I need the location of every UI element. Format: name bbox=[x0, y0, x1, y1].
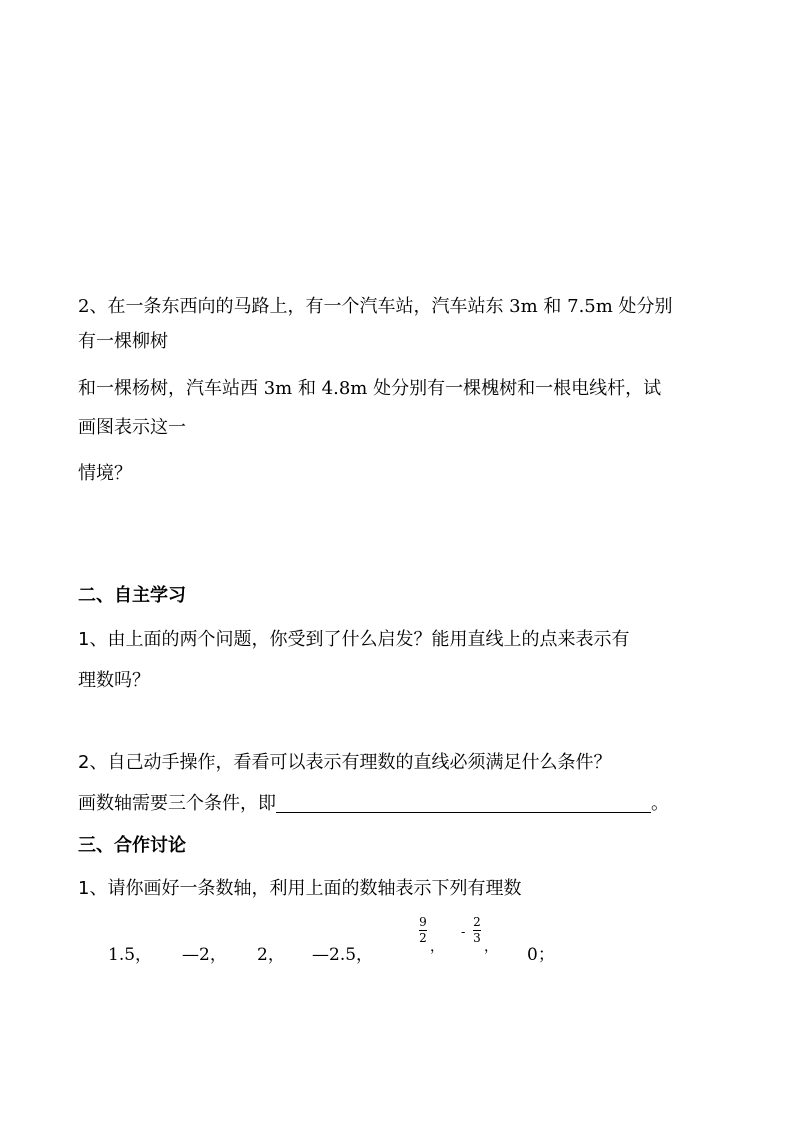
answer-blank[interactable] bbox=[276, 794, 651, 813]
fraction-nine-halves bbox=[419, 916, 427, 945]
fraction-denominator: 2 bbox=[419, 931, 427, 945]
number-item: 0； bbox=[527, 945, 555, 965]
number-item: 2， bbox=[257, 945, 285, 965]
fraction-separator: ， bbox=[484, 939, 498, 955]
question-2-end: 。 bbox=[651, 793, 669, 814]
problem-2-line-2: 有一棵柳树 bbox=[78, 331, 168, 352]
section-3-question-1: 1、请你画好一条数轴，利用上面的数轴表示下列有理数 bbox=[78, 878, 522, 899]
question-2-prompt: 画数轴需要三个条件，即 bbox=[78, 793, 276, 814]
section-3-heading: 三、合作讨论 bbox=[78, 835, 186, 856]
fraction-separator: ， bbox=[430, 939, 444, 955]
problem-2-line-3: 和一棵杨树，汽车站西 3m 和 4.8m 处分别有一棵槐树和一根电线杆，试 bbox=[78, 378, 662, 399]
problem-2-line-1: 2、在一条东西向的马路上，有一个汽车站，汽车站东 3m 和 7.5m 处分别 bbox=[78, 296, 673, 317]
question-2-line-2 bbox=[78, 792, 669, 816]
question-1-line-1: 1、由上面的两个问题，你受到了什么启发？能用直线上的点来表示有 bbox=[78, 629, 630, 650]
problem-2-line-5: 情境？ bbox=[78, 463, 132, 484]
problem-2-line-4: 画图表示这一 bbox=[78, 417, 186, 438]
minus-sign: - bbox=[461, 925, 466, 940]
fraction-numerator: 9 bbox=[419, 915, 427, 929]
section-2-heading: 二、自主学习 bbox=[78, 585, 186, 606]
fraction-denominator: 3 bbox=[473, 931, 481, 945]
fraction-numerator: 2 bbox=[473, 915, 481, 929]
number-item: —2.5， bbox=[312, 945, 374, 965]
number-item: —2， bbox=[182, 945, 227, 965]
question-2-line-1: 2、自己动手操作，看看可以表示有理数的直线必须满足什么条件？ bbox=[78, 752, 612, 773]
fraction-two-thirds bbox=[473, 916, 481, 945]
question-1-line-2: 理数吗？ bbox=[78, 670, 150, 691]
number-item: 1.5， bbox=[108, 945, 153, 965]
